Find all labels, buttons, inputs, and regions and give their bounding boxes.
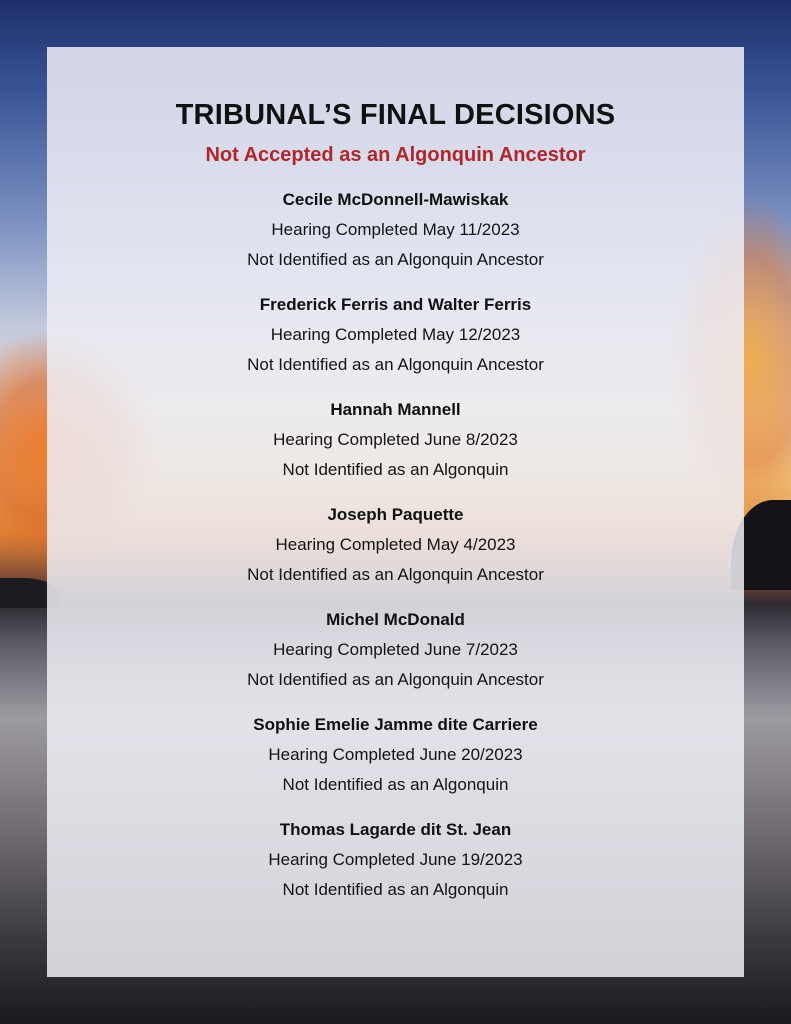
decision-text: Not Identified as an Algonquin Ancestor — [247, 250, 544, 269]
decision-text: Not Identified as an Algonquin Ancestor — [247, 670, 544, 689]
page-subtitle: Not Accepted as an Algonquin Ancestor — [205, 144, 586, 166]
ancestor-name: Hannah Mannell — [330, 400, 461, 419]
decision-entry — [47, 185, 744, 275]
decision-text: Not Identified as an Algonquin — [282, 775, 509, 794]
decision-text: Not Identified as an Algonquin — [282, 880, 509, 899]
decision-entry — [47, 395, 744, 485]
hearing-date: Hearing Completed June 19/2023 — [268, 850, 523, 869]
page-title: TRIBUNAL’S FINAL DECISIONS — [175, 99, 616, 131]
ancestor-name: Cecile McDonnell-Mawiskak — [282, 190, 509, 209]
hearing-date: Hearing Completed May 4/2023 — [275, 535, 516, 554]
ancestor-name: Joseph Paquette — [327, 505, 464, 524]
decision-text: Not Identified as an Algonquin — [282, 460, 509, 479]
ancestor-name: Michel McDonald — [326, 610, 465, 629]
decision-entry — [47, 815, 744, 905]
hearing-date: Hearing Completed June 20/2023 — [268, 745, 523, 764]
hearing-date: Hearing Completed June 7/2023 — [273, 640, 518, 659]
hearing-date: Hearing Completed May 11/2023 — [271, 220, 520, 239]
decision-entry — [47, 710, 744, 800]
decision-text: Not Identified as an Algonquin Ancestor — [247, 565, 544, 584]
decision-entry — [47, 290, 744, 380]
decision-entry — [47, 500, 744, 590]
decision-list — [47, 185, 744, 905]
hearing-date: Hearing Completed June 8/2023 — [273, 430, 518, 449]
decision-text: Not Identified as an Algonquin Ancestor — [247, 355, 544, 374]
decision-entry — [47, 605, 744, 695]
decisions-panel — [47, 47, 744, 977]
ancestor-name: Frederick Ferris and Walter Ferris — [259, 295, 532, 314]
ancestor-name: Sophie Emelie Jamme dite Carriere — [253, 715, 538, 734]
hearing-date: Hearing Completed May 12/2023 — [270, 325, 521, 344]
ancestor-name: Thomas Lagarde dit St. Jean — [279, 820, 512, 839]
